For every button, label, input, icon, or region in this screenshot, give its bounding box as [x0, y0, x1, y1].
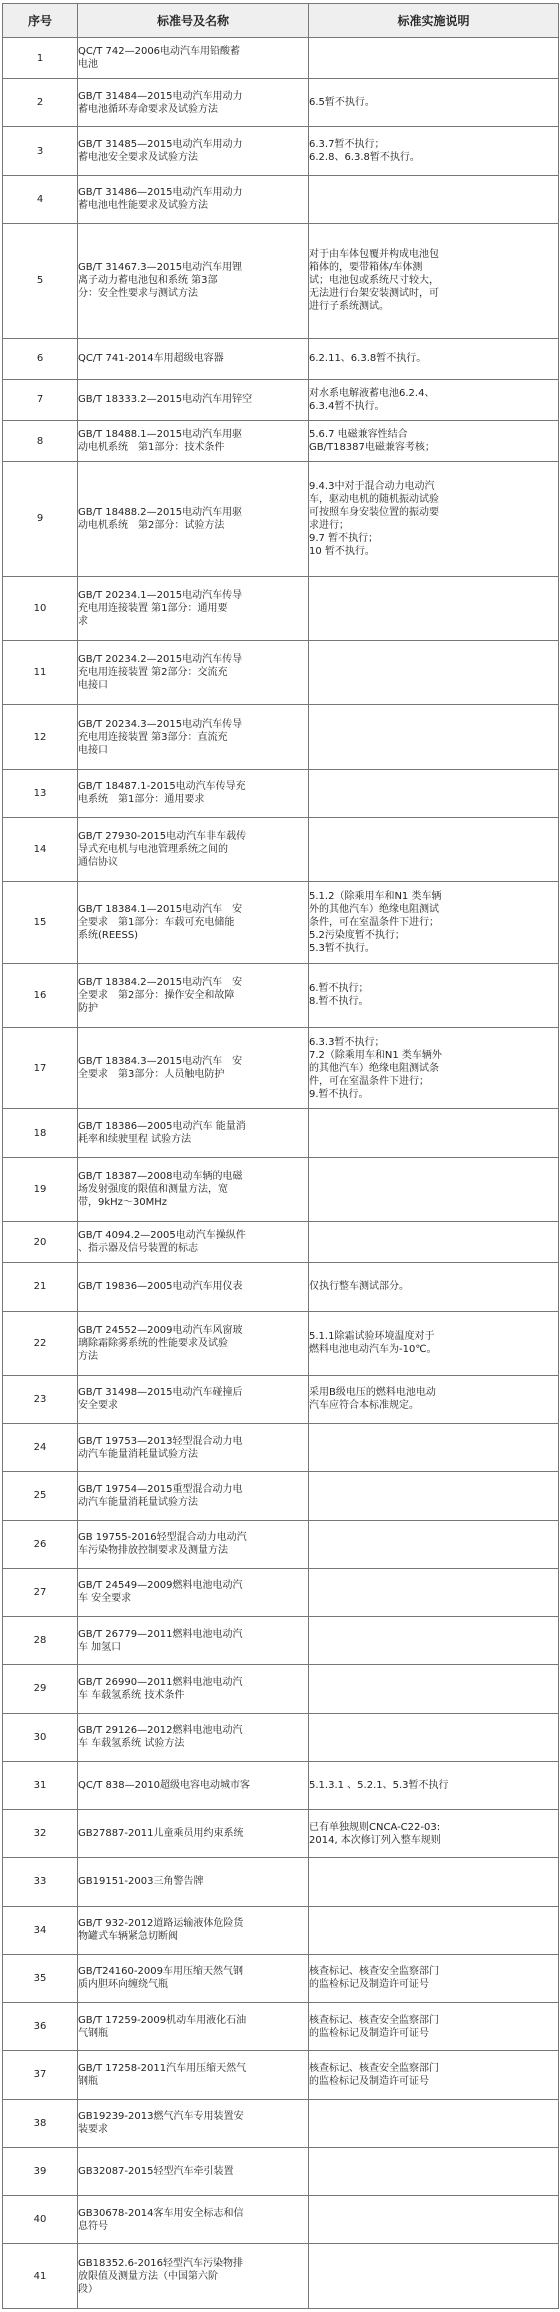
table-row	[3, 2099, 559, 2147]
header-implementation-note: 标准实施说明	[309, 4, 559, 38]
row-number: 16	[3, 963, 78, 1027]
row-number: 41	[3, 2244, 78, 2309]
row-number: 6	[3, 338, 78, 379]
row-number: 40	[3, 2196, 78, 2244]
implementation-note	[309, 1568, 559, 1616]
implementation-note	[309, 2099, 559, 2147]
standard-name: GB/T 26990—2011燃料电池电动汽 车 车载氢系统 技术条件	[78, 1665, 309, 1713]
table-row	[3, 641, 559, 705]
row-number: 23	[3, 1375, 78, 1423]
row-number: 14	[3, 817, 78, 881]
table-body	[3, 38, 559, 2309]
standard-name: GB19151-2003三角警告牌	[78, 1858, 309, 1906]
table-row	[3, 462, 559, 577]
header-standard-name: 标准号及名称	[78, 4, 309, 38]
implementation-note	[309, 1520, 559, 1568]
table-row	[3, 2196, 559, 2244]
standard-name: QC/T 741-2014车用超级电容器	[78, 338, 309, 379]
row-number: 37	[3, 2051, 78, 2099]
implementation-note: 对水系电解液蓄电池6.2.4、 6.3.4暂不执行。	[309, 379, 559, 420]
table-row	[3, 2051, 559, 2099]
table-row	[3, 769, 559, 817]
table-row	[3, 1424, 559, 1472]
implementation-note	[309, 641, 559, 705]
implementation-note	[309, 1665, 559, 1713]
row-number: 24	[3, 1424, 78, 1472]
row-number: 30	[3, 1713, 78, 1761]
table-row	[3, 223, 559, 338]
standard-name: GB/T 19836—2005电动汽车用仪表	[78, 1263, 309, 1311]
implementation-note: 对于由车体包覆并构成电池包 箱体的，要带箱体/车体测 试；电池包或系统尺寸较大， 无法进行台架安装测试时，可 进行子系统测试。	[309, 223, 559, 338]
row-number: 26	[3, 1520, 78, 1568]
table-row	[3, 817, 559, 881]
table-row	[3, 882, 559, 963]
standard-name: GB/T 24552—2009电动汽车风窗玻 璃除霜除雾系统的性能要求及试验 方法	[78, 1311, 309, 1375]
table-row	[3, 1761, 559, 1809]
implementation-note	[309, 576, 559, 640]
row-number: 35	[3, 1954, 78, 2002]
table-row	[3, 1311, 559, 1375]
table-row	[3, 1665, 559, 1713]
row-number: 5	[3, 223, 78, 338]
standard-name: GB/T 31484—2015电动汽车用动力 蓄电池循环寿命要求及试验方法	[78, 79, 309, 127]
standard-name: GB32087-2015轻型汽车牵引装置	[78, 2147, 309, 2195]
standard-name: GB/T 17258-2011汽车用压缩天然气 钢瓶	[78, 2051, 309, 2099]
standards-table	[2, 3, 559, 2309]
row-number: 27	[3, 1568, 78, 1616]
table-row	[3, 1520, 559, 1568]
implementation-note: 仅执行整车测试部分。	[309, 1263, 559, 1311]
implementation-note	[309, 705, 559, 769]
table-row	[3, 1157, 559, 1221]
row-number: 31	[3, 1761, 78, 1809]
implementation-note	[309, 175, 559, 223]
standard-name: GB/T 27930-2015电动汽车非车载传 导式充电机与电池管理系统之间的 通信协议	[78, 817, 309, 881]
implementation-note: 6.暂不执行； 8.暂不执行。	[309, 963, 559, 1027]
implementation-note	[309, 1424, 559, 1472]
implementation-note: 6.3.7暂不执行； 6.2.8、6.3.8暂不执行。	[309, 127, 559, 175]
table-row	[3, 1568, 559, 1616]
implementation-note	[309, 1157, 559, 1221]
standard-name: GB/T 31467.3—2015电动汽车用锂 离子动力蓄电池包和系统 第3部 分：安全性要求与测试方法	[78, 223, 309, 338]
table-row	[3, 127, 559, 175]
row-number: 18	[3, 1109, 78, 1157]
standard-name: GB/T 31486—2015电动汽车用动力 蓄电池电性能要求及试验方法	[78, 175, 309, 223]
header-no: 序号	[3, 4, 78, 38]
standard-name: GB/T 4094.2—2005电动汽车操纵件 、指示器及信号装置的标志	[78, 1222, 309, 1263]
row-number: 3	[3, 127, 78, 175]
standard-name: GB/T 24549—2009燃料电池电动汽 车 安全要求	[78, 1568, 309, 1616]
row-number: 8	[3, 420, 78, 461]
row-number: 28	[3, 1617, 78, 1665]
row-number: 9	[3, 462, 78, 577]
implementation-note	[309, 2196, 559, 2244]
standard-name: GB/T 18488.1—2015电动汽车用驱 动电机系统 第1部分：技术条件	[78, 420, 309, 461]
standard-name: GB19239-2013燃气汽车专用装置安 装要求	[78, 2099, 309, 2147]
implementation-note: 已有单独规则CNCA-C22-03: 2014, 本次修订列入整车规则	[309, 1810, 559, 1858]
implementation-note	[309, 1617, 559, 1665]
row-number: 22	[3, 1311, 78, 1375]
implementation-note	[309, 1713, 559, 1761]
standard-name: QC/T 742—2006电动汽车用铅酸蓄 电池	[78, 38, 309, 79]
standard-name: GB/T 20234.3—2015电动汽车传导 充电用连接装置 第3部分：直流充 电接口	[78, 705, 309, 769]
table-row	[3, 1810, 559, 1858]
row-number: 32	[3, 1810, 78, 1858]
implementation-note: 核查标记、核查安全监察部门 的监检标记及制造许可证号	[309, 1954, 559, 2002]
implementation-note	[309, 2147, 559, 2195]
table-row	[3, 1472, 559, 1520]
implementation-note	[309, 769, 559, 817]
table-row	[3, 38, 559, 79]
standard-name: GB/T24160-2009车用压缩天然气钢 质内胆环向缠绕气瓶	[78, 1954, 309, 2002]
table-row	[3, 1617, 559, 1665]
standard-name: GB/T 17259-2009机动车用液化石油 气钢瓶	[78, 2003, 309, 2051]
standard-name: QC/T 838—2010超级电容电动城市客	[78, 1761, 309, 1809]
standard-name: GB/T 19754—2015重型混合动力电 动汽车能量消耗量试验方法	[78, 1472, 309, 1520]
implementation-note	[309, 38, 559, 79]
standard-name: GB/T 19753—2013轻型混合动力电 动汽车能量消耗量试验方法	[78, 1424, 309, 1472]
table-row	[3, 1375, 559, 1423]
row-number: 21	[3, 1263, 78, 1311]
standard-name: GB/T 29126—2012燃料电池电动汽 车 车载氢系统 试验方法	[78, 1713, 309, 1761]
implementation-note	[309, 2244, 559, 2309]
standard-name: GB/T 18333.2—2015电动汽车用锌空	[78, 379, 309, 420]
row-number: 38	[3, 2099, 78, 2147]
row-number: 20	[3, 1222, 78, 1263]
table-row	[3, 2147, 559, 2195]
table-row	[3, 705, 559, 769]
header-row	[3, 4, 559, 38]
implementation-note: 6.3.3暂不执行； 7.2（除乘用车和N1 类车辆外 的其他汽车）绝缘电阻测试条 件，可在室温条件下进行； 9.暂不执行。	[309, 1028, 559, 1109]
row-number: 17	[3, 1028, 78, 1109]
row-number: 33	[3, 1858, 78, 1906]
implementation-note: 6.5暂不执行。	[309, 79, 559, 127]
row-number: 4	[3, 175, 78, 223]
table-row	[3, 963, 559, 1027]
implementation-note: 5.1.3.1 、5.2.1、5.3暂不执行	[309, 1761, 559, 1809]
standard-name: GB/T 26779—2011燃料电池电动汽 车 加氢口	[78, 1617, 309, 1665]
row-number: 19	[3, 1157, 78, 1221]
table-row	[3, 1263, 559, 1311]
row-number: 39	[3, 2147, 78, 2195]
row-number: 34	[3, 1906, 78, 1954]
table-header	[3, 4, 559, 38]
table-row	[3, 420, 559, 461]
implementation-note: 5.6.7 电磁兼容性结合 GB/T18387电磁兼容考核；	[309, 420, 559, 461]
table-row	[3, 2003, 559, 2051]
standard-name: GB/T 18386—2005电动汽车 能量消 耗率和续驶里程 试验方法	[78, 1109, 309, 1157]
row-number: 25	[3, 1472, 78, 1520]
table-row	[3, 1222, 559, 1263]
implementation-note: 6.2.11、6.3.8暂不执行。	[309, 338, 559, 379]
row-number: 11	[3, 641, 78, 705]
row-number: 1	[3, 38, 78, 79]
row-number: 15	[3, 882, 78, 963]
table-row	[3, 79, 559, 127]
implementation-note: 9.4.3中对于混合动力电动汽 车，驱动电机的随机振动试验 可按照车身安装位置的振动要 求进行； 9.7 暂不执行； 10 暂不执行。	[309, 462, 559, 577]
implementation-note	[309, 1109, 559, 1157]
implementation-note: 5.1.2（除乘用车和N1 类车辆 外的其他汽车）绝缘电阻测试 条件，可在室温条件下进行； 5.2污染度暂不执行； 5.3暂不执行。	[309, 882, 559, 963]
standard-name: GB/T 20234.2—2015电动汽车传导 充电用连接装置 第2部分：交流充 电接口	[78, 641, 309, 705]
table-row	[3, 338, 559, 379]
standard-name: GB/T 18384.1—2015电动汽车 安 全要求 第1部分：车载可充电储能 系统(REESS)	[78, 882, 309, 963]
standard-name: GB/T 18384.3—2015电动汽车 安 全要求 第3部分：人员触电防护	[78, 1028, 309, 1109]
table-row	[3, 1858, 559, 1906]
implementation-note	[309, 1222, 559, 1263]
implementation-note	[309, 1858, 559, 1906]
row-number: 7	[3, 379, 78, 420]
standard-name: GB/T 932-2012道路运输液体危险货 物罐式车辆紧急切断阀	[78, 1906, 309, 1954]
table-row	[3, 1109, 559, 1157]
standard-name: GB18352.6-2016轻型汽车污染物排 放限值及测量方法（中国第六阶 段）	[78, 2244, 309, 2309]
implementation-note	[309, 1472, 559, 1520]
standard-name: GB/T 20234.1—2015电动汽车传导 充电用连接装置 第1部分：通用要 求	[78, 576, 309, 640]
standard-name: GB/T 31498—2015电动汽车碰撞后 安全要求	[78, 1375, 309, 1423]
row-number: 36	[3, 2003, 78, 2051]
standard-name: GB30678-2014客车用安全标志和信 息符号	[78, 2196, 309, 2244]
standard-name: GB27887-2011儿童乘员用约束系统	[78, 1810, 309, 1858]
implementation-note: 采用B级电压的燃料电池电动 汽车应符合本标准规定。	[309, 1375, 559, 1423]
table-row	[3, 2244, 559, 2309]
implementation-note: 核查标记、核查安全监察部门 的监检标记及制造许可证号	[309, 2051, 559, 2099]
row-number: 2	[3, 79, 78, 127]
table-row	[3, 379, 559, 420]
standard-name: GB/T 18387—2008电动车辆的电磁 场发射强度的限值和测量方法，宽 带，9kHz～30MHz	[78, 1157, 309, 1221]
row-number: 29	[3, 1665, 78, 1713]
implementation-note	[309, 817, 559, 881]
implementation-note	[309, 1906, 559, 1954]
standard-name: GB 19755-2016轻型混合动力电动汽 车污染物排放控制要求及测量方法	[78, 1520, 309, 1568]
table-row	[3, 1954, 559, 2002]
standard-name: GB/T 18384.2—2015电动汽车 安 全要求 第2部分：操作安全和故障 防护	[78, 963, 309, 1027]
row-number: 10	[3, 576, 78, 640]
row-number: 12	[3, 705, 78, 769]
standard-name: GB/T 18488.2—2015电动汽车用驱 动电机系统 第2部分：试验方法	[78, 462, 309, 577]
standard-name: GB/T 18487.1-2015电动汽车传导充 电系统 第1部分：通用要求	[78, 769, 309, 817]
table-row	[3, 175, 559, 223]
table-row	[3, 1906, 559, 1954]
implementation-note: 核查标记、核查安全监察部门 的监检标记及制造许可证号	[309, 2003, 559, 2051]
table-row	[3, 1028, 559, 1109]
row-number: 13	[3, 769, 78, 817]
table-row	[3, 576, 559, 640]
implementation-note: 5.1.1除霜试验环境温度对于 燃料电池电动汽车为-10℃。	[309, 1311, 559, 1375]
standard-name: GB/T 31485—2015电动汽车用动力 蓄电池安全要求及试验方法	[78, 127, 309, 175]
table-row	[3, 1713, 559, 1761]
